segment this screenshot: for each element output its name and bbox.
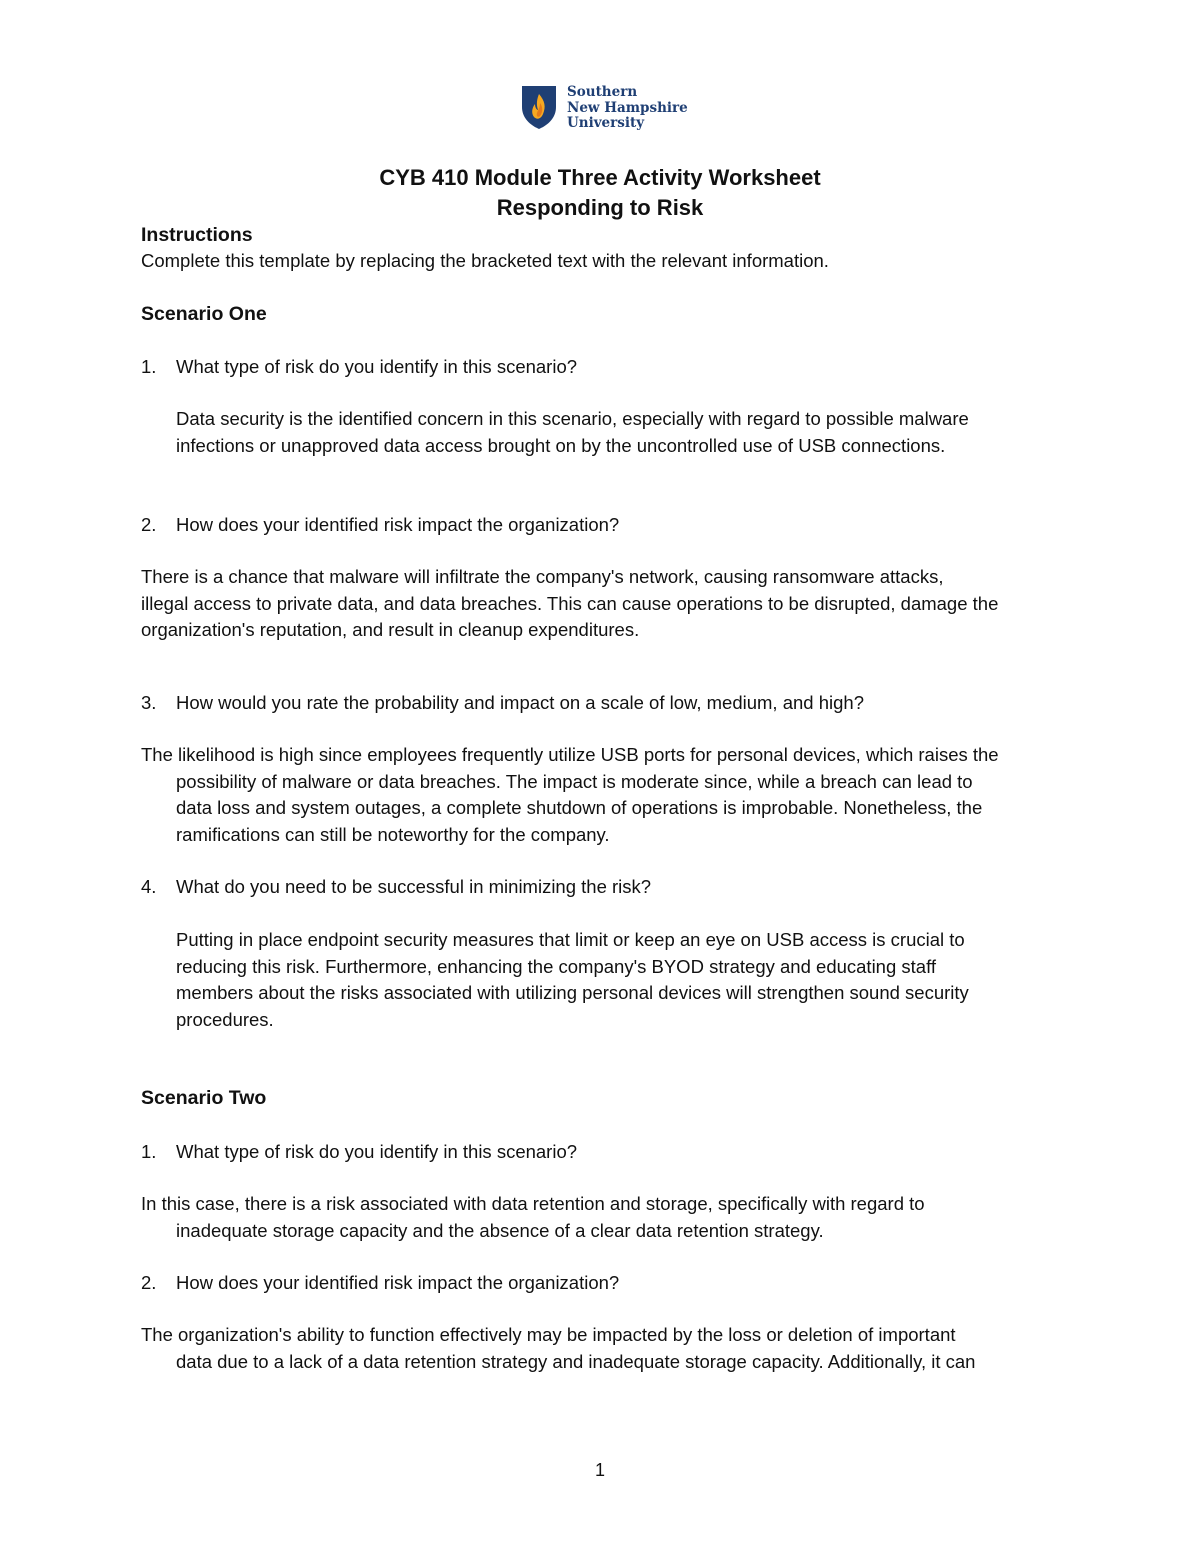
answer-line: possibility of malware or data breaches. The impact is moderate since, while a breach can lead to — [176, 770, 973, 792]
answer-line: The likelihood is high since employees frequently utilize USB ports for personal devices, which raises the — [141, 744, 999, 765]
answer-line: data due to a lack of a data retention strategy and inadequate storage capacity. Additionally, it can — [176, 1350, 976, 1372]
scenario-one-heading: Scenario One — [141, 303, 267, 325]
scenario-two-heading: Scenario Two — [141, 1087, 267, 1109]
answer-line: The organization's ability to function effectively may be impacted by the loss or deletion of important — [141, 1324, 956, 1345]
answer-line: data loss and system outages, a complete shutdown of operations is improbable. Nonetheless, the — [176, 797, 983, 818]
instructions-heading: Instructions — [141, 224, 253, 246]
s2-question-1 — [141, 1139, 577, 1166]
question-text: What type of risk do you identify in this scenario? — [176, 1141, 578, 1162]
answer-line: Data security is the identified concern in this scenario, especially with regard to possible malware — [176, 408, 969, 429]
question-text: What type of risk do you identify in this scenario? — [176, 356, 578, 377]
s1-answer-3 — [141, 742, 999, 848]
s1-question-1 — [141, 354, 577, 381]
university-logo — [521, 85, 688, 132]
question-number: 4. — [141, 876, 157, 897]
answer-line: In this case, there is a risk associated with data retention and storage, specifically with regard to — [141, 1193, 925, 1214]
question-text: How does your identified risk impact the organization? — [176, 1272, 620, 1293]
answer-line: procedures. — [176, 1008, 274, 1030]
s1-question-2 — [141, 512, 619, 539]
answer-line: reducing this risk. Furthermore, enhancing the company's BYOD strategy and educating staff — [176, 955, 937, 977]
answer-line: organization's reputation, and result in cleanup expenditures. — [141, 619, 640, 640]
question-text: What do you need to be successful in minimizing the risk? — [176, 876, 652, 897]
page-number: 1 — [594, 1460, 605, 1480]
answer-line: There is a chance that malware will infiltrate the company's network, causing ransomware attacks, — [141, 566, 944, 587]
s2-answer-2 — [141, 1322, 975, 1375]
s1-answer-4 — [176, 927, 969, 1033]
s1-answer-1 — [176, 406, 969, 459]
logo-line-2: New Hampshire — [567, 99, 688, 116]
instructions-text: Complete this template by replacing the bracketed text with the relevant information. — [141, 250, 829, 271]
answer-line: inadequate storage capacity and the absence of a clear data retention strategy. — [176, 1219, 824, 1241]
university-name — [567, 85, 688, 132]
shield-flame-icon — [521, 85, 557, 130]
answer-line: ramifications can still be noteworthy for the company. — [176, 823, 610, 845]
logo-line-1: Southern — [567, 84, 638, 100]
question-number: 2. — [141, 1272, 157, 1293]
question-number: 1. — [141, 356, 157, 377]
s2-question-2 — [141, 1270, 619, 1297]
document-subtitle: Responding to Risk — [496, 195, 704, 220]
question-number: 1. — [141, 1141, 157, 1162]
answer-line: illegal access to private data, and data breaches. This can cause operations to be disrupted, damage the — [141, 592, 999, 614]
s1-question-4 — [141, 874, 651, 901]
document-title: CYB 410 Module Three Activity Worksheet — [379, 165, 821, 190]
answer-line: infections or unapproved data access brought on by the uncontrolled use of USB connections. — [176, 434, 946, 456]
s1-question-3 — [141, 690, 864, 717]
answer-line: Putting in place endpoint security measures that limit or keep an eye on USB access is crucial to — [176, 929, 965, 950]
question-number: 2. — [141, 514, 157, 535]
s2-answer-1 — [141, 1191, 925, 1244]
answer-line: members about the risks associated with utilizing personal devices will strengthen sound security — [176, 982, 969, 1003]
logo-line-3: University — [567, 115, 645, 131]
s1-answer-2 — [141, 564, 998, 644]
question-text: How would you rate the probability and impact on a scale of low, medium, and high? — [176, 692, 864, 713]
question-text: How does your identified risk impact the organization? — [176, 514, 620, 535]
question-number: 3. — [141, 692, 157, 713]
